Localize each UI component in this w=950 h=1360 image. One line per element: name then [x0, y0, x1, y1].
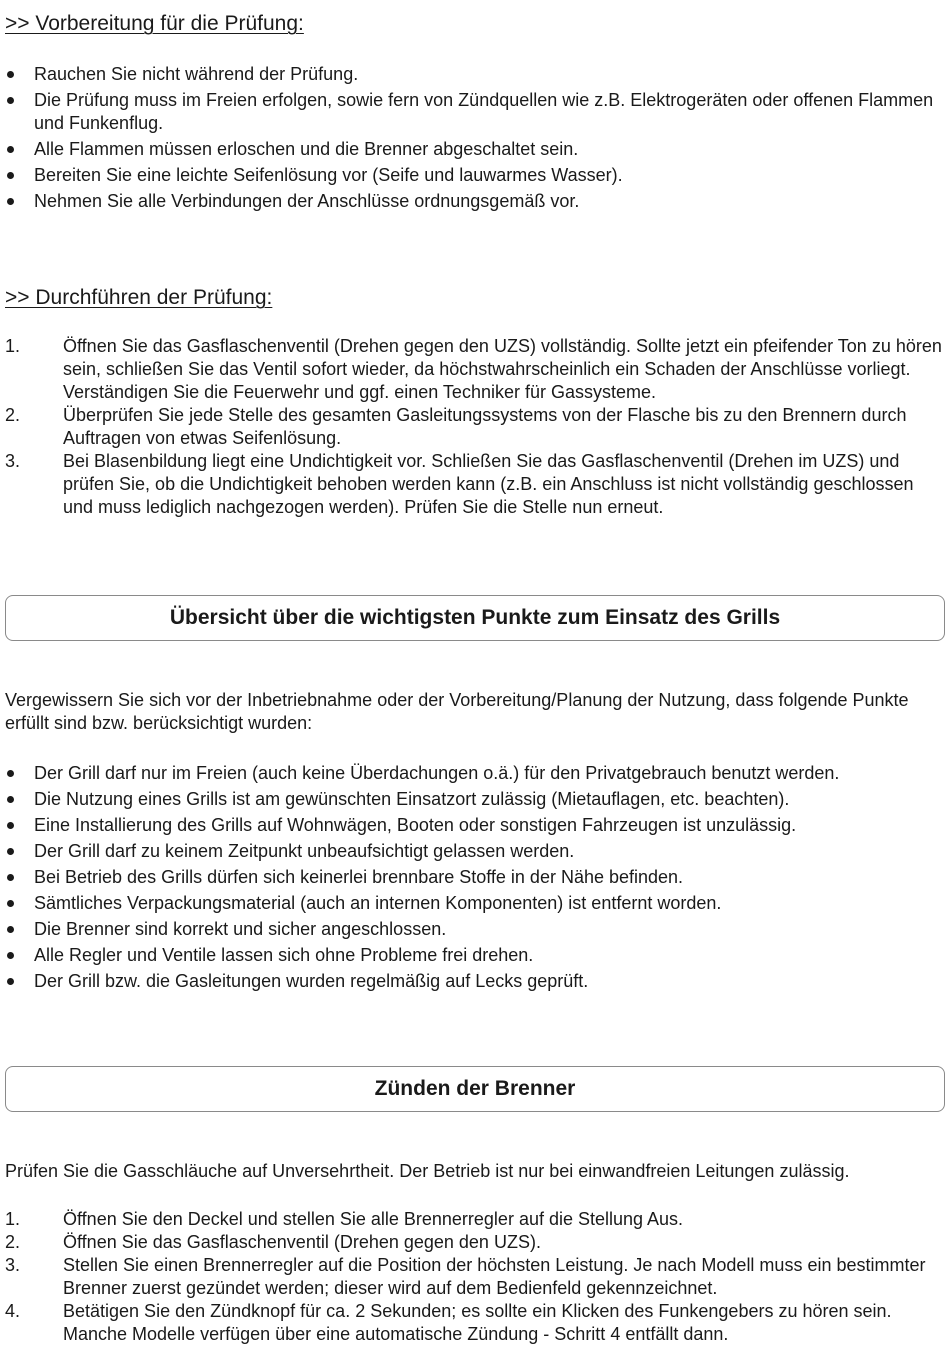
step-number: 2. [5, 405, 21, 425]
step-number: 2. [5, 1232, 21, 1252]
step-item [5, 335, 945, 404]
ignition-title: Zünden der Brenner [374, 1077, 576, 1100]
step-text: Öffnen Sie das Gasflaschenventil (Drehen gegen den UZS) vollständig. Sollte jetzt ein pfeifender Ton zu hören sein, schließen Sie das Ventil sofort wieder, da höchstwahrscheinlich ein Schaden der Anschlüsse vorliegt. Verständigen Sie die Feuerwehr und ggf. einen Techniker für Gassysteme. [63, 336, 942, 402]
step-text: Stellen Sie einen Brennerregler auf die Position der höchsten Leistung. Je nach Modell muss ein bestimmter Brenner zuerst gezündet werden; dieser wird auf dem Bedienfeld gekennzeichnet. [63, 1255, 926, 1298]
overview-intro: Vergewissern Sie sich vor der Inbetriebnahme oder der Vorbereitung/Planung der Nutzung, dass folgende Punkte erfüllt sind bzw. berücksichtigt wurden: [5, 690, 909, 733]
step-text: Überprüfen Sie jede Stelle des gesamten Gasleitungssystems von der Flasche bis zu den Brennern durch Auftragen von etwas Seifenlösung. [63, 405, 907, 448]
step-number: 3. [5, 451, 21, 471]
overview-list [5, 762, 945, 996]
list-item: Die Nutzung eines Grills ist am gewünschten Einsatzort zulässig (Mietauflagen, etc. beachten). [5, 788, 945, 811]
list-item: Bereiten Sie eine leichte Seifenlösung vor (Seife und lauwarmes Wasser). [5, 164, 945, 187]
step-item [5, 1300, 945, 1346]
list-item: Alle Flammen müssen erloschen und die Brenner abgeschaltet sein. [5, 138, 945, 161]
step-number: 3. [5, 1255, 21, 1275]
step-text: Öffnen Sie den Deckel und stellen Sie alle Brennerregler auf die Stellung Aus. [63, 1209, 684, 1229]
execution-heading: >> Durchführen der Prüfung: [5, 286, 273, 309]
list-item: Nehmen Sie alle Verbindungen der Anschlüsse ordnungsgemäß vor. [5, 190, 945, 213]
list-item: Die Prüfung muss im Freien erfolgen, sowie fern von Zündquellen wie z.B. Elektrogeräten oder offenen Flammen und Funkenflug. [5, 89, 945, 135]
step-number: 1. [5, 1209, 21, 1229]
overview-title: Übersicht über die wichtigsten Punkte zum Einsatz des Grills [169, 606, 781, 629]
preparation-list [5, 63, 945, 216]
ignition-steps [5, 1208, 945, 1346]
step-item [5, 450, 945, 519]
ignition-intro: Prüfen Sie die Gasschläuche auf Unversehrtheit. Der Betrieb ist nur bei einwandfreien Leitungen zulässig. [5, 1161, 850, 1181]
step-number: 4. [5, 1301, 21, 1321]
step-text: Bei Blasenbildung liegt eine Undichtigkeit vor. Schließen Sie das Gasflaschenventil (Drehen im UZS) und prüfen Sie, ob die Undichtigkeit behoben werden kann (z.B. ein Anschluss ist nicht vollständig geschlossen und muss lediglich nachgezogen werden). Prüfen Sie die Stelle nun erneut. [63, 451, 914, 517]
preparation-heading: >> Vorbereitung für die Prüfung: [5, 12, 304, 35]
step-text: Betätigen Sie den Zündknopf für ca. 2 Sekunden; es sollte ein Klicken des Funkengebers zu hören sein. Manche Modelle verfügen über eine automatische Zündung - Schritt 4 entfällt dann. [63, 1301, 892, 1344]
step-text: Öffnen Sie das Gasflaschenventil (Drehen gegen den UZS). [63, 1232, 541, 1252]
list-item: Sämtliches Verpackungsmaterial (auch an internen Komponenten) ist entfernt worden. [5, 892, 945, 915]
step-item [5, 404, 945, 450]
list-item: Der Grill darf zu keinem Zeitpunkt unbeaufsichtigt gelassen werden. [5, 840, 945, 863]
list-item: Bei Betrieb des Grills dürfen sich keinerlei brennbare Stoffe in der Nähe befinden. [5, 866, 945, 889]
overview-title-box [5, 595, 945, 641]
step-item [5, 1254, 945, 1300]
step-number: 1. [5, 336, 21, 356]
step-item [5, 1231, 945, 1254]
step-item [5, 1208, 945, 1231]
list-item: Der Grill bzw. die Gasleitungen wurden regelmäßig auf Lecks geprüft. [5, 970, 945, 993]
list-item: Der Grill darf nur im Freien (auch keine Überdachungen o.ä.) für den Privatgebrauch benutzt werden. [5, 762, 945, 785]
execution-steps [5, 335, 945, 519]
list-item: Eine Installierung des Grills auf Wohnwägen, Booten oder sonstigen Fahrzeugen ist unzulässig. [5, 814, 945, 837]
list-item: Alle Regler und Ventile lassen sich ohne Probleme frei drehen. [5, 944, 945, 967]
ignition-title-box [5, 1066, 945, 1112]
list-item: Rauchen Sie nicht während der Prüfung. [5, 63, 945, 86]
list-item: Die Brenner sind korrekt und sicher angeschlossen. [5, 918, 945, 941]
